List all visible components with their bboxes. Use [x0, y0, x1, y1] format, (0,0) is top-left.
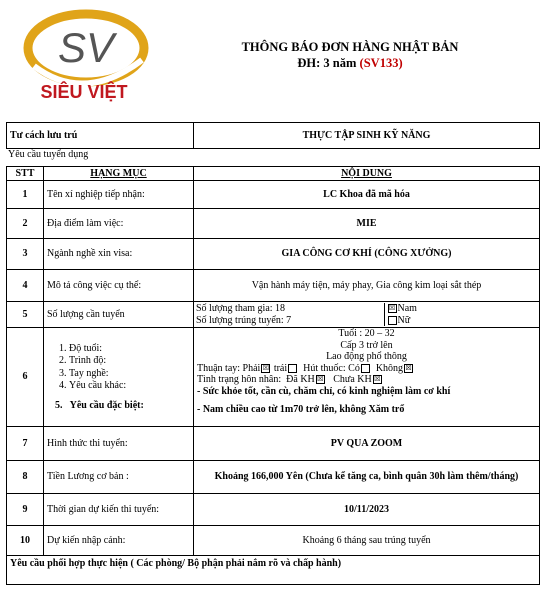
row-stt: 10 — [7, 526, 44, 556]
row-content: GIA CÔNG CƠ KHÍ (CÔNG XƯỞNG) — [194, 239, 540, 270]
hand-right-checkbox[interactable]: ☒ — [262, 363, 269, 372]
row-content: LC Khoa đã mã hóa — [194, 181, 540, 209]
row-content: Khoảng 6 tháng sau trúng tuyển — [194, 526, 540, 556]
req-special-num: 5. — [55, 399, 63, 411]
order-code: (SV133) — [359, 56, 403, 70]
status-table — [6, 122, 540, 149]
special-req-1: - Sức khỏe tốt, cần cù, chăm chỉ, có kinh nghiệm làm cơ khí — [197, 385, 451, 397]
table-row — [7, 270, 540, 302]
header-content: NỘI DUNG — [194, 167, 540, 181]
row-item: Mô tả công việc cụ thể: — [44, 270, 194, 302]
quantity-cell — [194, 302, 540, 328]
smoke-yes-label: Có — [348, 362, 360, 374]
row-item: Thời gian dự kiến thi tuyển: — [44, 494, 194, 526]
req-edu: 2. Trình độ: — [69, 355, 190, 368]
gender-female — [384, 315, 539, 327]
table-row — [7, 328, 540, 427]
row-stt: 3 — [7, 239, 44, 270]
marital-line — [197, 374, 536, 386]
smoke-no-label: Không — [375, 362, 404, 374]
smoke-label: Hút thuốc: — [303, 362, 346, 374]
req-special — [47, 400, 190, 412]
table-row — [7, 494, 540, 526]
logo-letters: SV — [57, 24, 115, 71]
table-row — [7, 526, 540, 556]
row-stt: 5 — [7, 302, 44, 328]
hand-left-checkbox[interactable] — [288, 364, 297, 373]
row-stt: 7 — [7, 427, 44, 461]
table-row — [7, 302, 540, 328]
status-label: Tư cách lưu trú — [7, 123, 194, 149]
coordination-note: Yêu cầu phối hợp thực hiện ( Các phòng/ Bộ phận phải nắm rõ và chấp hành) — [7, 556, 540, 585]
sieu-viet-logo — [14, 8, 164, 104]
row-content: 10/11/2023 — [194, 494, 540, 526]
male-label: Nam — [397, 303, 417, 314]
special-req-2: - Nam chiều cao từ 1m70 trở lên, không Xăm trổ — [197, 404, 405, 415]
order-duration: ĐH: 3 năm — [297, 56, 357, 70]
female-checkbox[interactable] — [388, 316, 397, 325]
row-stt: 4 — [7, 270, 44, 302]
female-label: Nữ — [397, 314, 411, 326]
order-subtitle — [190, 56, 510, 71]
header-item: HẠNG MỤC — [44, 167, 194, 181]
logo-brand: SIÊU VIỆT — [40, 82, 128, 102]
row-content: MIE — [194, 209, 540, 239]
row-item: Tên xí nghiệp tiếp nhận: — [44, 181, 194, 209]
married-checkbox[interactable]: ☒ — [317, 375, 324, 384]
single-label: Chưa KH — [333, 374, 372, 385]
row-item: Số lượng cần tuyển — [44, 302, 194, 328]
status-value: THỰC TẬP SINH KỸ NĂNG — [194, 123, 540, 149]
document-header — [190, 40, 510, 71]
recruit-label: Yêu cầu tuyển dụng — [8, 149, 89, 160]
footer-row — [7, 556, 540, 585]
row-stt: 9 — [7, 494, 44, 526]
table-header-row — [7, 167, 540, 181]
table-row — [7, 461, 540, 494]
header-stt: STT — [7, 167, 44, 181]
row-content: PV QUA ZOOM — [194, 427, 540, 461]
requirements-content — [194, 328, 540, 427]
table-row — [7, 239, 540, 270]
document-title: THÔNG BÁO ĐƠN HÀNG NHẬT BẢN — [241, 40, 459, 54]
age-value: Tuổi : 20 – 32 — [338, 328, 395, 339]
edu-value: Cấp 3 trở lên — [340, 339, 393, 351]
requirements-list — [44, 328, 194, 427]
qty-participants: Số lượng tham gia: 18 — [196, 303, 286, 314]
skill-value: Lao động phổ thông — [326, 351, 407, 362]
table-row — [7, 427, 540, 461]
hand-right-label: Phải — [242, 362, 261, 374]
req-special-label: Yêu cầu đặc biệt: — [69, 399, 144, 411]
row-content: Vận hành máy tiện, máy phay, Gia công kim loại sắt thép — [194, 270, 540, 302]
row-stt: 1 — [7, 181, 44, 209]
married-label: Đã KH — [286, 374, 315, 385]
row-content: Khoảng 166,000 Yên (Chưa kể tăng ca, bình quân 30h làm thêm/tháng) — [194, 461, 540, 494]
row-stt: 6 — [7, 328, 44, 427]
req-skill: 3. Tay nghề: — [69, 368, 190, 381]
row-item: Tiền Lương cơ bản : — [44, 461, 194, 494]
male-checkbox[interactable]: ☒ — [388, 304, 396, 313]
req-other: 4. Yêu cầu khác: — [69, 380, 190, 393]
single-checkbox[interactable]: ☒ — [374, 375, 381, 384]
table-row — [7, 209, 540, 239]
smoke-yes-checkbox[interactable] — [361, 364, 370, 373]
order-table — [6, 166, 540, 585]
row-item: Ngành nghề xin visa: — [44, 239, 194, 270]
table-row — [7, 181, 540, 209]
row-item: Dự kiến nhập cảnh: — [44, 526, 194, 556]
marital-label: Tình trạng hôn nhân: — [197, 374, 282, 385]
row-stt: 8 — [7, 461, 44, 494]
req-age: 1. Độ tuổi: — [69, 343, 190, 356]
hand-label: Thuận tay: — [197, 362, 241, 374]
qty-selected: Số lượng trúng tuyển: 7 — [196, 314, 292, 326]
row-item: Địa điểm làm việc: — [44, 209, 194, 239]
row-item: Hình thức thi tuyển: — [44, 427, 194, 461]
row-stt: 2 — [7, 209, 44, 239]
hand-left-label: trái — [273, 362, 288, 374]
hand-smoke-line — [197, 363, 536, 375]
gender-male — [384, 303, 539, 315]
smoke-no-checkbox[interactable]: ☒ — [405, 363, 412, 372]
